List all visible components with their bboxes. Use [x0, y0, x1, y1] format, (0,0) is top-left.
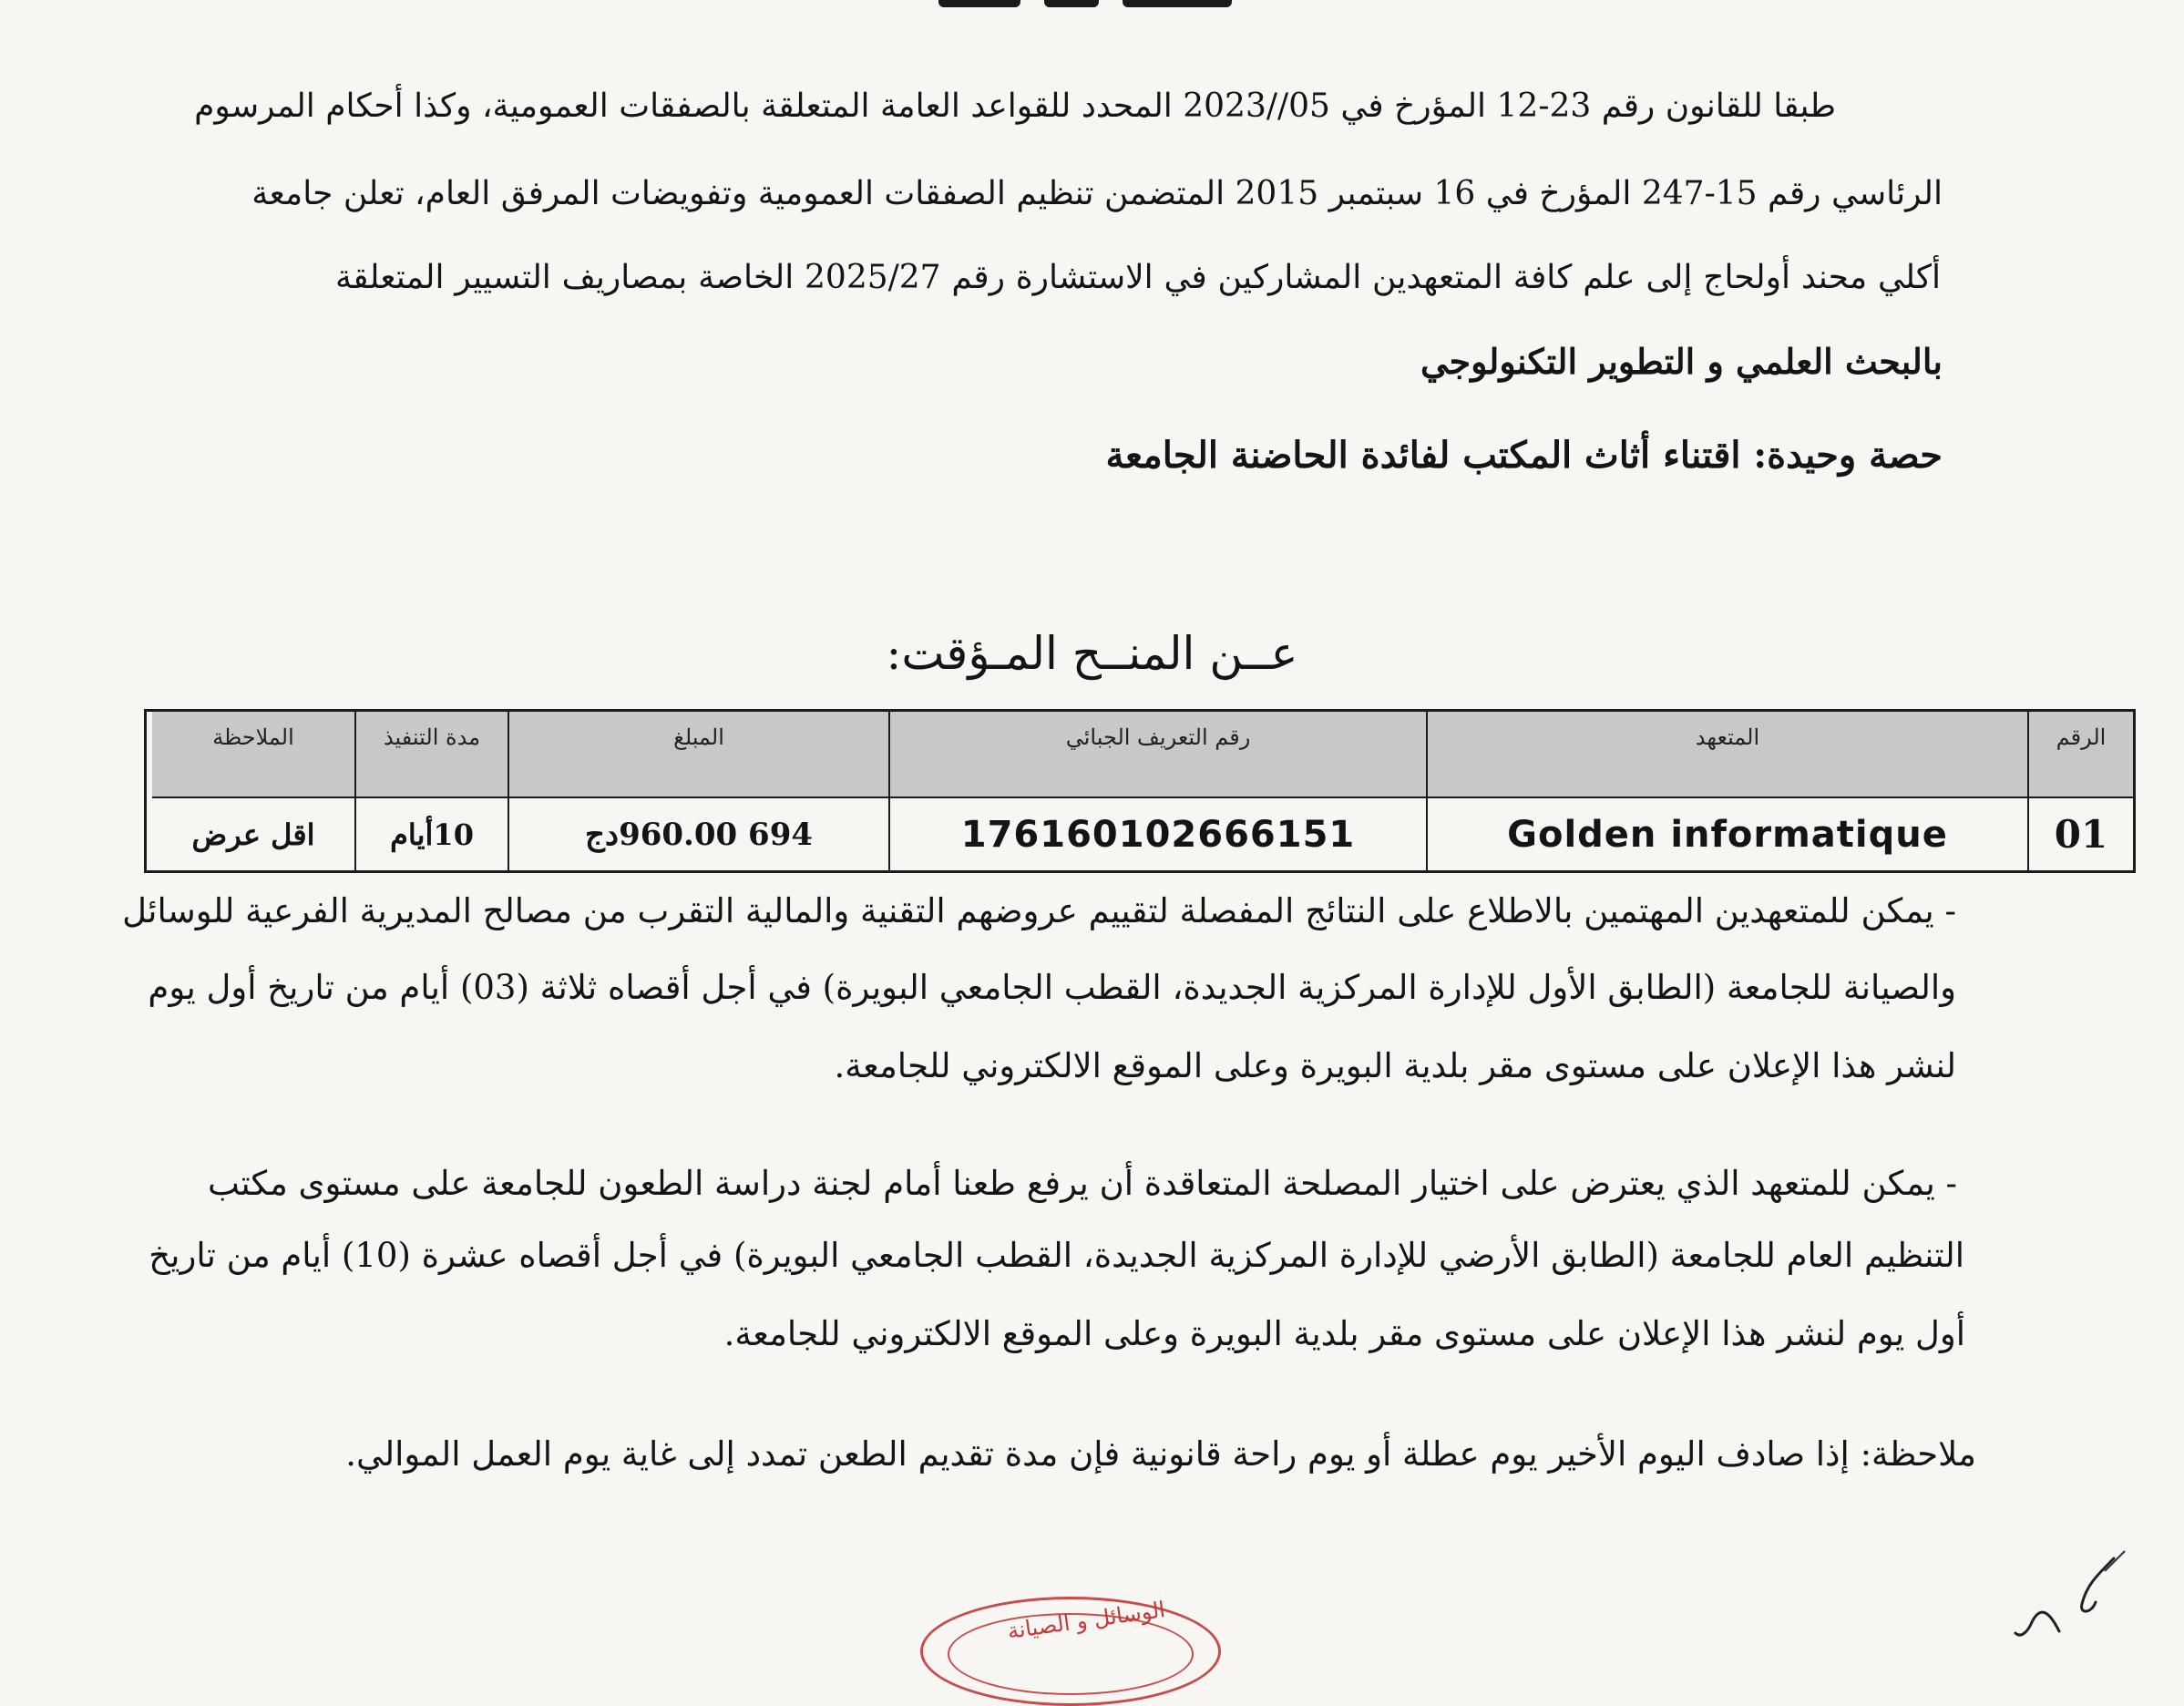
header-duration: مدة التنفيذ [354, 712, 508, 798]
header-remarks: الملاحظة [152, 712, 354, 798]
paragraph-2-line-3: أول يوم لنشر هذا الإعلان على مستوى مقر بلدية البويرة وعلى الموقع الالكتروني للجامعة. [723, 1314, 1965, 1353]
row-duration: 10أيام [354, 798, 508, 870]
award-table [144, 709, 2136, 873]
header-bidder: المتعهد [1426, 712, 2027, 798]
paragraph-1-line-1: - يمكن للمتعهدين المهتمين بالاطلاع على النتائج المفصلة لتقييم عروضهم التقنية والمالية التقرب من مصالح المديرية الفرعية للوسائل [122, 891, 1956, 930]
header-amount: المبلغ [508, 712, 888, 798]
header-number: الرقم [2027, 712, 2133, 798]
stamp-text: الوسائل و الصيانة [1005, 1596, 1167, 1645]
lot-title: حصة وحيدة: اقتناء أثاث المكتب لفائدة الحاضنة الجامعة [1105, 434, 1943, 477]
intro-line-3: أكلي محند أولحاج إلى علم كافة المتعهدين المشاركين في الاستشارة رقم 2025/27 الخاصة بمصاريف التسيير المتعلقة [335, 259, 1942, 296]
paragraph-1-line-3: لنشر هذا الإعلان على مستوى مقر بلدية البويرة وعلى الموقع الالكتروني للجامعة. [834, 1046, 1956, 1085]
row-remarks: اقل عرض [191, 817, 315, 852]
paragraph-2-line-1: - يمكن للمتعهد الذي يعترض على اختيار المصلحة المتعاقدة أن يرفع طعنا أمام لجنة دراسة الطعون للجامعة على مستوى مكتب [208, 1164, 1957, 1203]
row-tax-id: 176160102666151 [888, 798, 1426, 870]
header-tax-id: رقم التعريف الجبائي [888, 712, 1426, 798]
section-title: عــن المنــح المـؤقت: [886, 627, 1298, 680]
paragraph-2-line-2: التنظيم العام للجامعة (الطابق الأرضي للإدارة المركزية الجديدة، القطب الجامعي البويرة) في أجل أقصاه عشرة (10) أيام من تاريخ [149, 1236, 1964, 1275]
intro-line-4: بالبحث العلمي و التطوير التكنولوجي [1420, 341, 1943, 382]
intro-line-2: الرئاسي رقم 15-247 المؤرخ في 16 سبتمبر 2015 المتضمن تنظيم الصفقات العمومية وتفويضات المرفق العام، تعلن جامعة [251, 175, 1943, 212]
paragraph-1-line-2: والصيانة للجامعة (الطابق الأول للإدارة المركزية الجديدة، القطب الجامعي البويرة) في أجل أقصاه ثلاثة (03) أيام من تاريخ أول يوم [148, 968, 1956, 1007]
top-cropped-heading [938, 0, 1321, 9]
row-number: 01 [2027, 798, 2133, 870]
note: ملاحظة: إذا صادف اليوم الأخير يوم عطلة أو يوم راحة قانونية فإن مدة تقديم الطعن تمدد إلى غاية يوم العمل الموالي. [345, 1434, 1976, 1474]
row-amount: 694 960.00دج [508, 798, 888, 870]
row-bidder: Golden informatique [1426, 798, 2027, 870]
intro-line-1: طبقا للقانون رقم 23-12 المؤرخ في 05//2023 المحدد للقواعد العامة المتعلقة بالصفقات العمومية، وكذا أحكام المرسوم [194, 87, 1836, 125]
signature [1913, 1549, 2132, 1640]
